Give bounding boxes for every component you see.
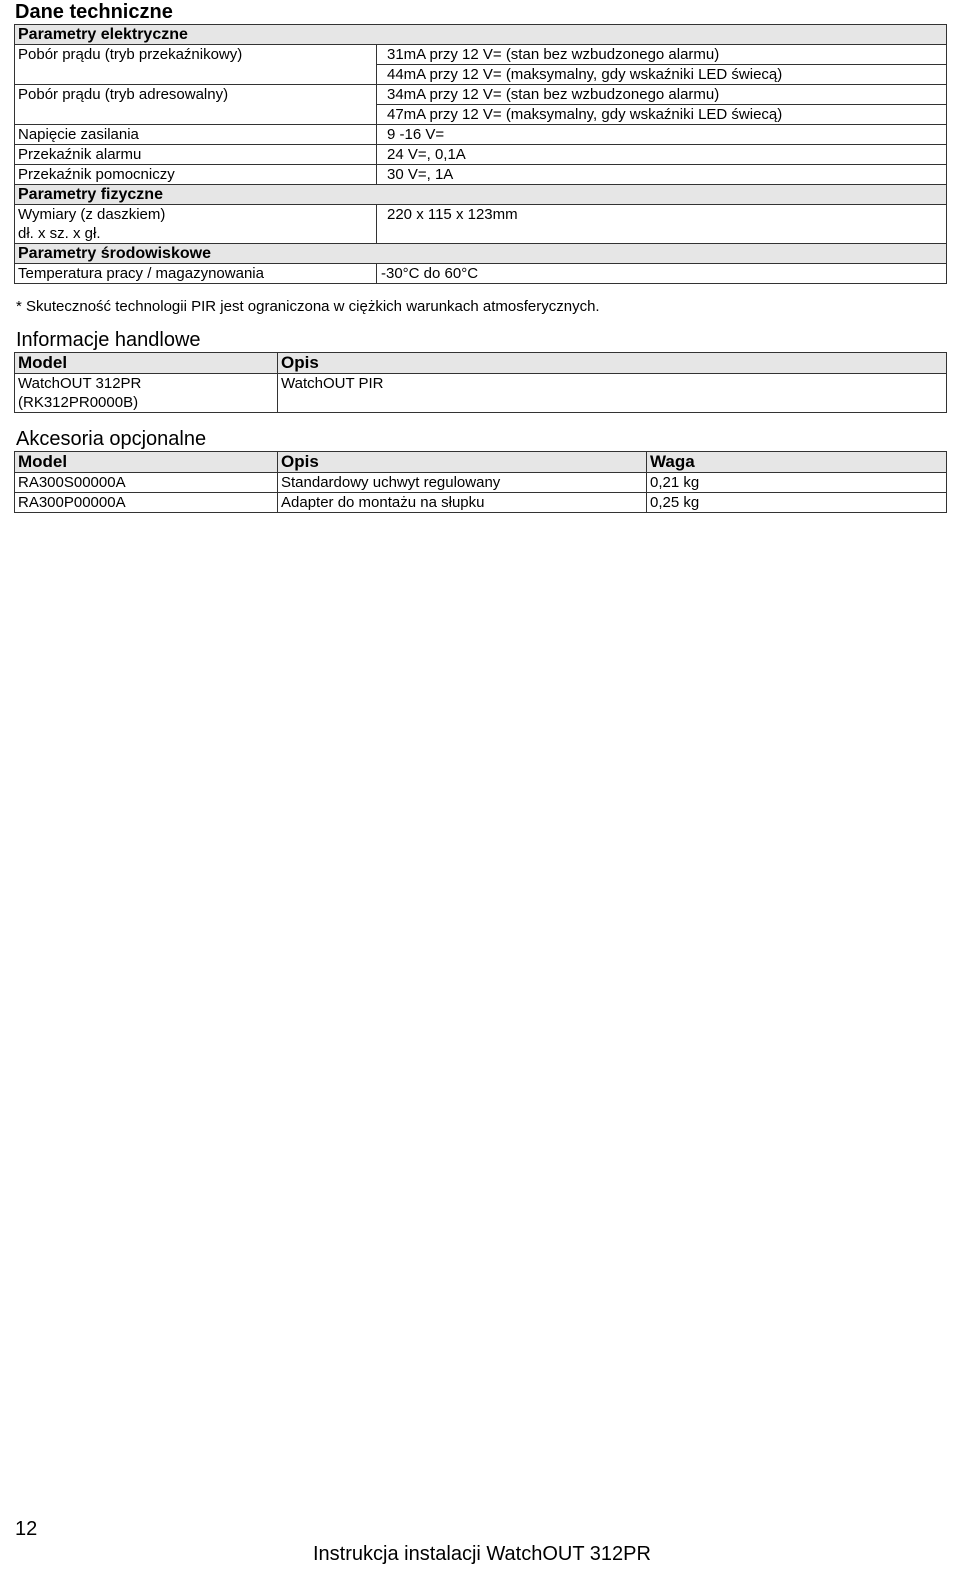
acc-cell-model: RA300P00000A [15, 493, 278, 513]
trade-cell-model [15, 374, 278, 413]
spec-value-alarm-relay: 24 V=, 0,1A [377, 145, 947, 165]
spec-label-current-addr: Pobór prądu (tryb adresowalny) [15, 85, 377, 125]
accessories-table [14, 451, 947, 513]
section-row-electrical [15, 25, 947, 45]
spec-row-temperature [15, 264, 947, 284]
spec-row-alarm-relay [15, 145, 947, 165]
spec-label-dimensions [15, 205, 377, 244]
section-row-physical [15, 185, 947, 205]
section-header-physical: Parametry fizyczne [15, 185, 947, 205]
trade-header-row [15, 353, 947, 374]
specs-table [14, 24, 947, 284]
acc-col-weight: Waga [647, 452, 947, 473]
acc-col-model: Model [15, 452, 278, 473]
acc-col-desc: Opis [278, 452, 647, 473]
trade-cell-desc: WatchOUT PIR [278, 374, 947, 413]
page-title: Dane techniczne [15, 1, 173, 23]
spec-label-aux-relay: Przekaźnik pomocniczy [15, 165, 377, 185]
spec-value-dimensions: 220 x 115 x 123mm [377, 205, 947, 244]
section-header-environment: Parametry środowiskowe [15, 244, 947, 264]
table-row [15, 473, 947, 493]
acc-cell-model: RA300S00000A [15, 473, 278, 493]
spec-row-dimensions [15, 205, 947, 244]
acc-cell-desc: Standardowy uchwyt regulowany [278, 473, 647, 493]
spec-row-current-addr [15, 85, 947, 105]
trade-heading: Informacje handlowe [16, 329, 201, 351]
acc-cell-weight: 0,21 kg [647, 473, 947, 493]
page-number: 12 [15, 1518, 38, 1540]
acc-cell-weight: 0,25 kg [647, 493, 947, 513]
spec-value-temperature: -30°C do 60°C [377, 264, 947, 284]
spec-label-alarm-relay: Przekaźnik alarmu [15, 145, 377, 165]
table-row [15, 374, 947, 413]
trade-col-model: Model [15, 353, 278, 374]
footnote: * Skuteczność technologii PIR jest ograniczona w ciężkich warunkach atmosferycznych. [16, 298, 600, 315]
spec-value-current-relay-2: 44mA przy 12 V= (maksymalny, gdy wskaźniki LED świecą) [377, 65, 947, 85]
spec-value-current-addr-1: 34mA przy 12 V= (stan bez wzbudzonego alarmu) [377, 85, 947, 105]
trade-col-desc: Opis [278, 353, 947, 374]
table-row [15, 493, 947, 513]
spec-value-current-addr-2: 47mA przy 12 V= (maksymalny, gdy wskaźniki LED świecą) [377, 105, 947, 125]
spec-value-aux-relay: 30 V=, 1A [377, 165, 947, 185]
spec-label-temperature: Temperatura pracy / magazynowania [15, 264, 377, 284]
section-row-environment [15, 244, 947, 264]
accessories-header-row [15, 452, 947, 473]
spec-row-voltage [15, 125, 947, 145]
spec-row-aux-relay [15, 165, 947, 185]
spec-label-current-relay: Pobór prądu (tryb przekaźnikowy) [15, 45, 377, 85]
trade-model-line2: (RK312PR0000B) [18, 394, 139, 411]
spec-value-current-relay-1: 31mA przy 12 V= (stan bez wzbudzonego alarmu) [377, 45, 947, 65]
spec-value-voltage: 9 -16 V= [377, 125, 947, 145]
spec-label-dimensions-sub: dł. x sz. x gł. [18, 225, 101, 242]
section-header-electrical: Parametry elektryczne [15, 25, 947, 45]
trade-table [14, 352, 947, 413]
document-title-footer: Instrukcja instalacji WatchOUT 312PR [313, 1543, 651, 1565]
spec-row-current-relay [15, 45, 947, 65]
accessories-heading: Akcesoria opcjonalne [16, 428, 207, 450]
spec-label-dimensions-main: Wymiary (z daszkiem) [18, 206, 166, 223]
acc-cell-desc: Adapter do montażu na słupku [278, 493, 647, 513]
spec-label-voltage: Napięcie zasilania [15, 125, 377, 145]
trade-model-line1: WatchOUT 312PR [18, 375, 142, 392]
